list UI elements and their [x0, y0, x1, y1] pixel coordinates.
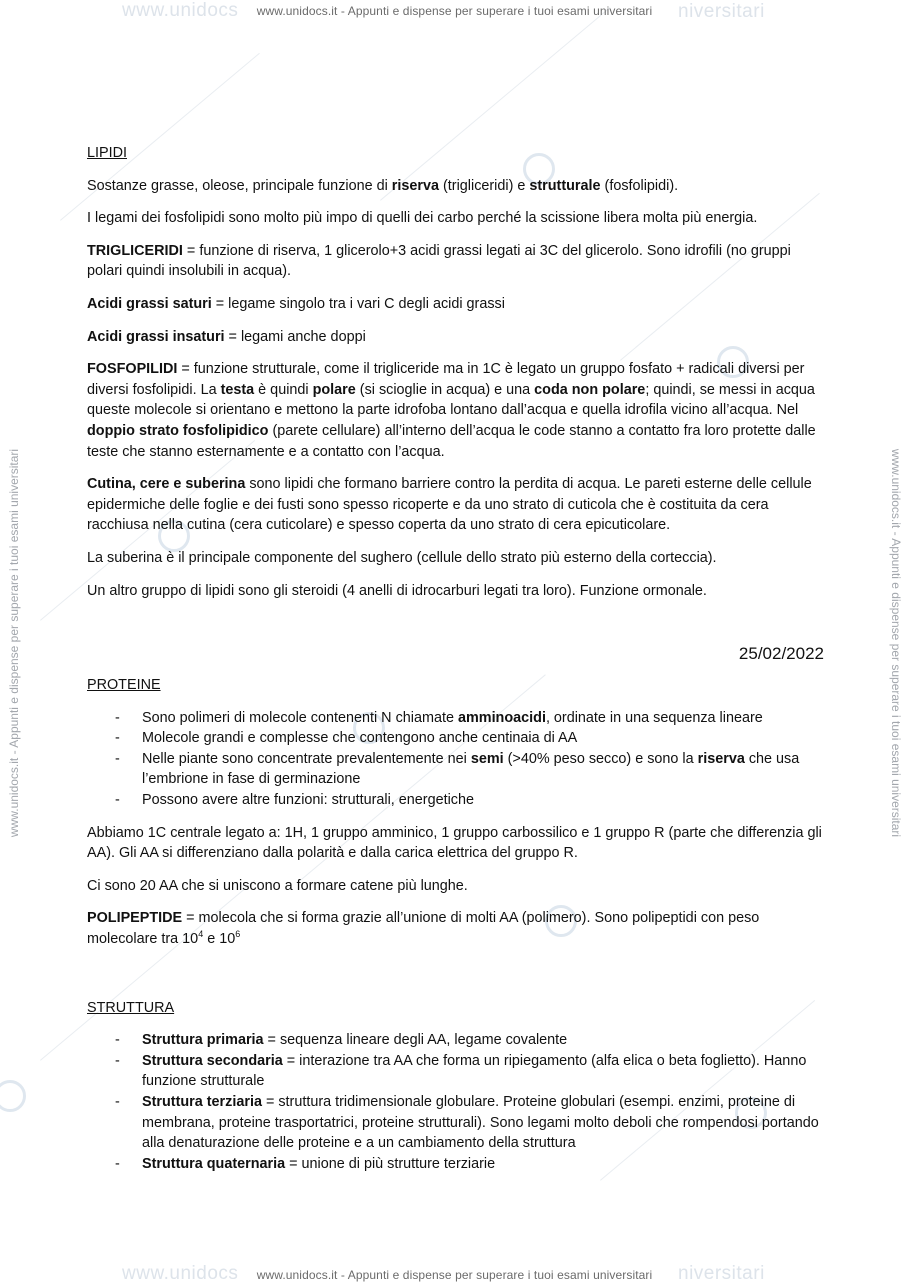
watermark-ghost-text: niversitari	[678, 1263, 765, 1284]
paragraph: Abbiamo 1C centrale legato a: 1H, 1 gruppo amminico, 1 gruppo carbossilico e 1 gruppo R (parte che differenzia gli AA). Gli AA si differenziano dalla polarità e dalla carica elettrica del gruppo R.	[87, 824, 822, 862]
list-item: - Struttura terziaria = struttura tridimensionale globulare. Proteine globulari (esempi. enzimi, proteine di membrana, proteine trasportatrici, proteine strutturali). Sono legami molto deboli che rompendosi portando alla denaturazione delle proteine e a un cambiamento della struttura	[87, 1092, 827, 1154]
watermark-left-text: www.unidocs.it - Appunti e dispense per superare i tuoi esami universitari	[7, 448, 21, 838]
document-body	[87, 143, 827, 1186]
list-item: - Struttura primaria = sequenza lineare degli AA, legame covalente	[87, 1030, 827, 1051]
section-heading-struttura: STRUTTURA	[87, 999, 175, 1016]
watermark-ghost-text: www.unidocs	[122, 0, 239, 21]
struttura-list	[87, 1030, 827, 1174]
watermark-bottom-text: www.unidocs.it - Appunti e dispense per superare i tuoi esami universitari	[256, 1268, 653, 1282]
paragraph: Ci sono 20 AA che si uniscono a formare catene più lunghe.	[87, 877, 468, 894]
watermark-ghost-text: www.unidocs	[122, 1263, 239, 1284]
spacer	[87, 962, 827, 998]
paragraph: Sostanze grasse, oleose, principale funzione di riserva (trigliceridi) e strutturale (fosfolipidi).	[87, 177, 679, 194]
watermark-logo-icon	[0, 1080, 26, 1112]
date-label: 25/02/2022	[738, 644, 824, 664]
list-item: - Struttura quaternaria = unione di più strutture terziarie	[87, 1154, 827, 1175]
section-heading-lipidi: LIPIDI	[87, 145, 127, 161]
list-item: - Sono polimeri di molecole contenenti N chiamate amminoacidi, ordinate in una sequenza lineare	[87, 708, 827, 729]
paragraph-trigliceridi: TRIGLICERIDI = funzione di riserva, 1 glicerolo+3 acidi grassi legati ai 3C del glicerolo. Sono idrofili (no gruppi polari quindi insolubili in acqua).	[87, 242, 791, 280]
watermark-ghost-text: niversitari	[678, 1, 765, 22]
paragraph-insaturi: Acidi grassi insaturi = legami anche doppi	[87, 328, 366, 345]
paragraph-saturi: Acidi grassi saturi = legame singolo tra i vari C degli acidi grassi	[87, 295, 505, 312]
section-heading-proteine: PROTEINE	[87, 677, 161, 694]
list-item: - Molecole grandi e complesse che contengono anche centinaia di AA	[87, 728, 827, 749]
paragraph-polipeptide: POLIPEPTIDE = molecola che si forma grazie all’unione di molti AA (polimero). Sono polipeptidi con peso molecolare tra $10^4$ e $10^6$	[87, 910, 760, 948]
paragraph: Un altro gruppo di lipidi sono gli steroidi (4 anelli di idrocarburi legati tra loro). Funzione ormonale.	[87, 582, 707, 599]
paragraph: La suberina è il principale componente del sughero (cellule dello strato più esterno della corteccia).	[87, 549, 717, 566]
watermark-right-text: www.unidocs.it - Appunti e dispense per superare i tuoi esami universitari	[889, 448, 903, 838]
watermark-top-text: www.unidocs.it - Appunti e dispense per superare i tuoi esami universitari	[256, 4, 653, 18]
paragraph-fosfolipidi: FOSFOPILIDI = funzione strutturale, come il trigliceride ma in 1C è legato un gruppo fosfato + radicali diversi per diversi fosfolipidi. La testa è quindi polare (si scioglie in acqua) e una coda non polare; quindi, se messi in acqua queste molecole si orientano e mettono la parte idrofoba lontano dall’acqua e quella idrofila vicino all’acqua. Nel doppio strato fosfolipidico (parete cellulare) all’interno dell’acqua le code stanno a contatto fra loro protette dalle teste che stanno esternamente e a contatto con l’acqua.	[87, 361, 816, 460]
list-item: - Possono avere altre funzioni: strutturali, energetiche	[87, 790, 827, 811]
paragraph-cutina: Cutina, cere e suberina sono lipidi che formano barriere contro la perdita di acqua. Le pareti esterne delle cellule epidermiche delle foglie e dei fusti sono spesso ricoperte e da uno strato di cuticola che è costituita da cera racchiusa nella cutina (cera cuticolare) e spesso coperta da uno strato di cera epicuticolare.	[87, 476, 812, 534]
proteine-list	[87, 708, 827, 811]
list-item: - Struttura secondaria = interazione tra AA che forma un ripiegamento (alfa elica o beta foglietto). Hanno funzione strutturale	[87, 1051, 827, 1092]
list-item: - Nelle piante sono concentrate prevalentemente nei semi (>40% peso secco) e sono la riserva che usa l’embrione in fase di germinazione	[87, 749, 827, 790]
paragraph: I legami dei fosfolipidi sono molto più impo di quelli dei carbo perché la scissione libera molta più energia.	[87, 210, 758, 227]
